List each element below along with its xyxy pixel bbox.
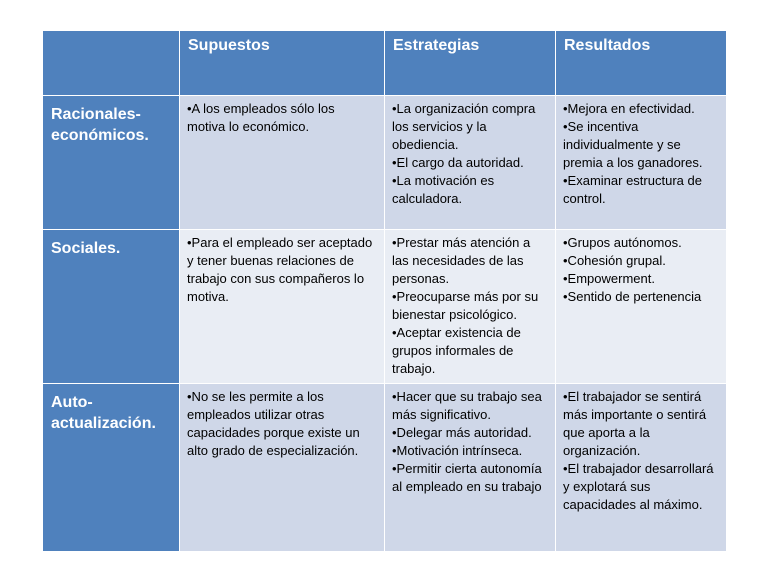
motivation-comparison-table (42, 30, 727, 552)
list-item: •Mejora en efectividad. (563, 101, 695, 116)
resultados-cell (556, 384, 727, 552)
header-resultados: Resultados (556, 31, 727, 96)
list-item: •A los empleados sólo los motiva lo económico. (187, 101, 335, 134)
header-row (43, 31, 727, 96)
list-item: •Preocuparse más por su bienestar psicológico. (392, 289, 539, 322)
list-item: •Prestar más atención a las necesidades de las personas. (392, 235, 531, 286)
supuestos-cell (180, 96, 385, 230)
resultados-cell (556, 230, 727, 384)
list-item: •Delegar más autoridad. (392, 425, 532, 440)
row-label: Sociales. (43, 230, 180, 384)
header-corner (43, 31, 180, 96)
list-item: •No se les permite a los empleados utilizar otras capacidades porque existe un alto grado de especialización. (187, 389, 360, 458)
list-item: •Cohesión grupal. (563, 253, 666, 268)
estrategias-cell (385, 96, 556, 230)
supuestos-cell (180, 230, 385, 384)
list-item: •Examinar estructura de control. (563, 173, 702, 206)
list-item: •Se incentiva individualmente y se premia a los ganadores. (563, 119, 703, 170)
estrategias-cell (385, 230, 556, 384)
row-label: Auto-actualización. (43, 384, 180, 552)
list-item: •Para el empleado ser aceptado y tener buenas relaciones de trabajo con sus compañeros lo motiva. (187, 235, 373, 304)
table-row (43, 96, 727, 230)
list-item: •Empowerment. (563, 271, 655, 286)
list-item: •Motivación intrínseca. (392, 443, 523, 458)
header-estrategias: Estrategias (385, 31, 556, 96)
table-row (43, 230, 727, 384)
comparison-table-container (42, 30, 726, 538)
row-label: Racionales-económicos. (43, 96, 180, 230)
supuestos-cell (180, 384, 385, 552)
list-item: •Aceptar existencia de grupos informales de trabajo. (392, 325, 521, 376)
resultados-cell (556, 96, 727, 230)
list-item: •El cargo da autoridad. (392, 155, 524, 170)
list-item: •El trabajador se sentirá más importante o sentirá que aporta a la organización. (563, 389, 707, 458)
list-item: •El trabajador desarrollará y explotará sus capacidades al máximo. (563, 461, 714, 512)
estrategias-cell (385, 384, 556, 552)
list-item: •Sentido de pertenencia (563, 289, 702, 304)
list-item: •Permitir cierta autonomía al empleado en su trabajo (392, 461, 542, 494)
list-item: •Grupos autónomos. (563, 235, 682, 250)
list-item: •La motivación es calculadora. (392, 173, 495, 206)
table-row (43, 384, 727, 552)
list-item: •La organización compra los servicios y la obediencia. (392, 101, 536, 152)
list-item: •Hacer que su trabajo sea más significativo. (392, 389, 542, 422)
header-supuestos: Supuestos (180, 31, 385, 96)
